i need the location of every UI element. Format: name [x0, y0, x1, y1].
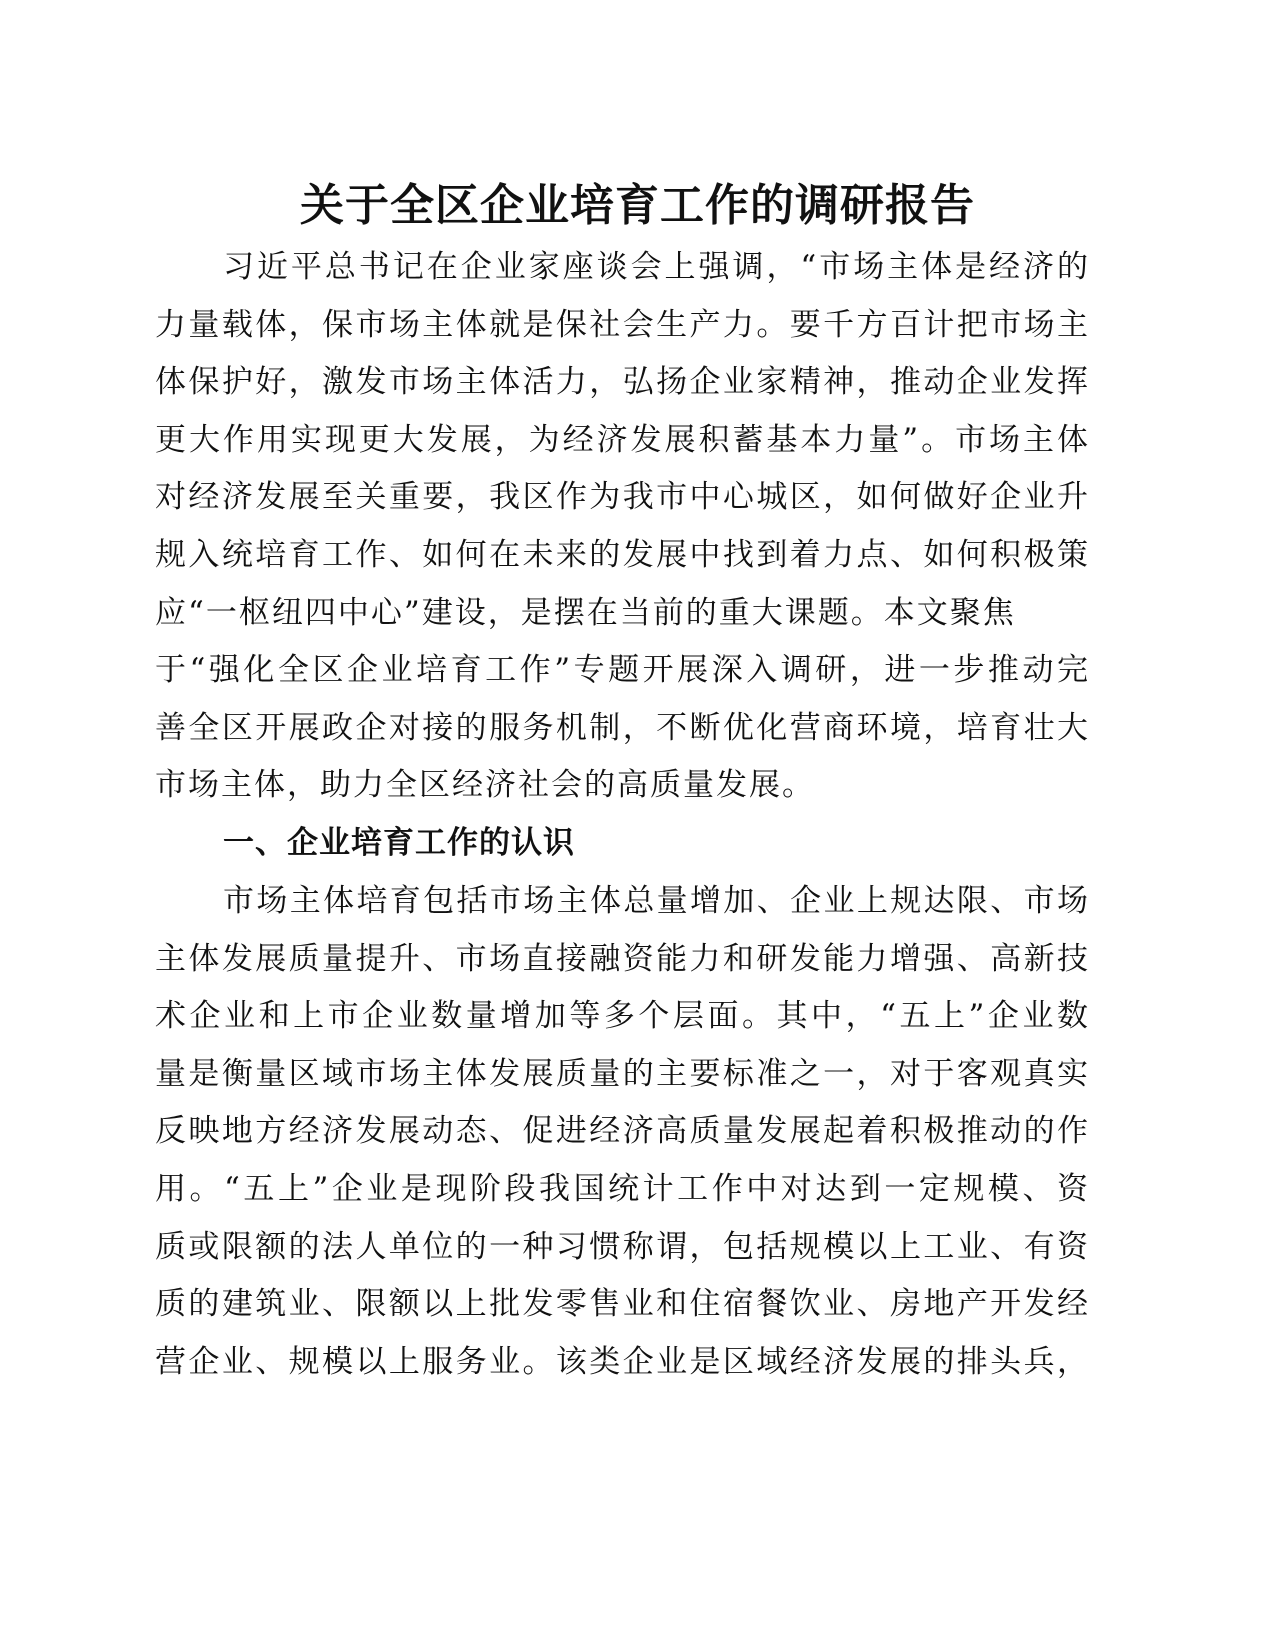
paragraph-line: 质或限额的法人单位的一种习惯称谓，包括规模以上工业、有资	[155, 1228, 1090, 1265]
paragraph-line: 市场主体，助力全区经济社会的高质量发展。	[155, 767, 815, 804]
paragraph-line: 营企业、规模以上服务业。该类企业是区域经济发展的排头兵，	[155, 1343, 1090, 1380]
paragraph-line: 对经济发展至关重要，我区作为我市中心城区，如何做好企业升	[155, 479, 1090, 516]
section1-paragraph	[155, 873, 1090, 1391]
paragraph-line: 力量载体，保市场主体就是保社会生产力。要千方百计把市场主	[155, 306, 1090, 343]
paragraph-line: 反映地方经济发展动态、促进经济高质量发展起着积极推动的作	[155, 1113, 1090, 1150]
paragraph-line: 质的建筑业、限额以上批发零售业和住宿餐饮业、房地产开发经	[155, 1286, 1090, 1323]
paragraph-line: 量是衡量区域市场主体发展质量的主要标准之一，对于客观真实	[155, 1055, 1090, 1092]
document-title: 关于全区企业培育工作的调研报告	[300, 180, 975, 231]
section-heading-block	[155, 815, 1090, 873]
paragraph-line: 主体发展质量提升、市场直接融资能力和研发能力增强、高新技	[155, 940, 1090, 977]
paragraph-line: 习近平总书记在企业家座谈会上强调，“市场主体是经济的	[223, 249, 1090, 285]
paragraph-line: 更大作用实现更大发展，为经济发展积蓄基本力量”。市场主体	[155, 421, 1090, 458]
paragraph-line: 规入统培育工作、如何在未来的发展中找到着力点、如何积极策	[155, 536, 1090, 573]
intro-paragraph	[155, 239, 1090, 815]
paragraph-line: 用。“五上”企业是现阶段我国统计工作中对达到一定规模、资	[155, 1170, 1090, 1207]
paragraph-line: 应“一枢纽四中心”建设，是摆在当前的重大课题。本文聚焦	[155, 594, 1016, 631]
section-heading: 一、企业培育工作的认识	[223, 825, 575, 861]
paragraph-line: 市场主体培育包括市场主体总量增加、企业上规达限、市场	[223, 883, 1090, 919]
paragraph-line: 术企业和上市企业数量增加等多个层面。其中，“五上”企业数	[155, 998, 1090, 1035]
paragraph-line: 于“强化全区企业培育工作”专题开展深入调研，进一步推动完	[155, 652, 1090, 689]
paragraph-line: 体保护好，激发市场主体活力，弘扬企业家精神，推动企业发挥	[155, 364, 1090, 401]
paragraph-line: 善全区开展政企对接的服务机制，不断优化营商环境，培育壮大	[155, 709, 1090, 746]
